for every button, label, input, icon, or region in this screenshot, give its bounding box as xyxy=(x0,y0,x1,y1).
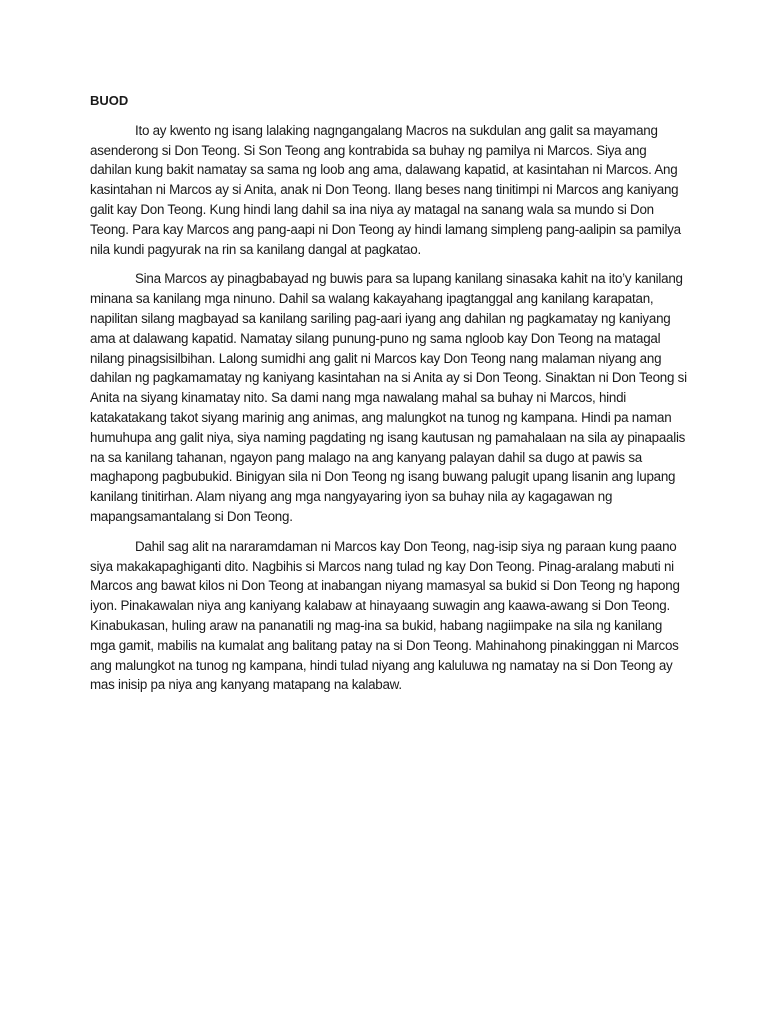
document-heading: BUOD xyxy=(90,93,129,108)
paragraph-1: Ito ay kwento ng isang lalaking nagngangalang Macros na sukdulan ang galit sa mayamang asenderong si Don Teong. Si Son Teong ang kontrabida sa buhay ng pamilya ni Marcos. Siya ang dahilan kung bakit namatay sa sama ng loob ang ama, dalawang kapatid, at kasintahan ni Marcos. Ang kasintahan ni Marcos ay si Anita, anak ni Don Teong. Ilang beses nang tinitimpi ni Marcos ang kaniyang galit kay Don Teong. Kung hindi lang dahil sa ina niya ay matagal na sanang wala sa mundo si Don Teong. Para kay Marcos ang pang-aapi ni Don Teong ay hindi lamang simpleng pang-aalipin sa pamilya nila kundi pagyurak na rin sa kanilang dangal at pagkatao. xyxy=(90,122,681,257)
document-body xyxy=(90,91,690,705)
paragraph-2: Sina Marcos ay pinagbabayad ng buwis para sa lupang kanilang sinasaka kahit na ito’y kanilang minana sa kanilang mga ninuno. Dahil sa walang kakayahang ipagtanggal ang kanilang karapatan, napilitan silang magbayad sa kanilang sariling pag-aari iyang ang dahilan ng pagkamatay ng kaniyang ama at dalawang kapatid. Namatay silang punung-puno ng sama ngloob kay Don Teong na matagal nilang pinagsisilbihan. Lalong sumidhi ang galit ni Marcos kay Don Teong nang malaman niyang ang dahilan ng pagkamamatay ng kaniyang kasintahan na si Anita ay si Don Teong. Sinaktan ni Don Teong si Anita na siyang kinamatay nito. Sa dami nang mga nawalang mahal sa buhay ni Marcos, hindi katakatakang takot siyang marinig ang animas, ang malungkot na tunog ng kampana. Hindi pa naman humuhupa ang galit niya, siya naming pagdating ng isang kautusan ng pamahalaan na sila ay pinapaalis na sa kanilang tahanan, ngayon pang malago na ang kanyang palayan dahil sa dugo at pawis sa maghapong pagbubukid. Binigyan sila ni Don Teong ng isang buwang palugit upang lisanin ang lupang kanilang tinitirhan. Alam niyang ang mga nangyayaring iyon sa buhay nila ay kagagawan ng mapangsamantalang si Don Teong. xyxy=(90,271,687,524)
paragraph-3: Dahil sag alit na nararamdaman ni Marcos kay Don Teong, nag-isip siya ng paraan kung paano siya makakapaghiganti dito. Nagbihis si Marcos nang tulad ng kay Don Teong. Pinag-aralang mabuti ni Marcos ang bawat kilos ni Don Teong at inabangan niyang mamasyal sa bukid si Don Teong ng hapong iyon. Pinakawalan niya ang kaniyang kalabaw at hinayaang suwagin ang kaawa-awang si Don Teong. Kinabukasan, huling araw na pananatili ng mag-ina sa bukid, habang nagiimpake na sila ng kanilang mga gamit, mabilis na kumalat ang balitang patay na si Don Teong. Mahinahong pinakinggan ni Marcos ang malungkot na tunog ng kampana, hindi tulad niyang ang kaluluwa ng namatay na si Don Teong ay mas inisip pa niya ang kanyang matapang na kalabaw. xyxy=(90,538,680,693)
